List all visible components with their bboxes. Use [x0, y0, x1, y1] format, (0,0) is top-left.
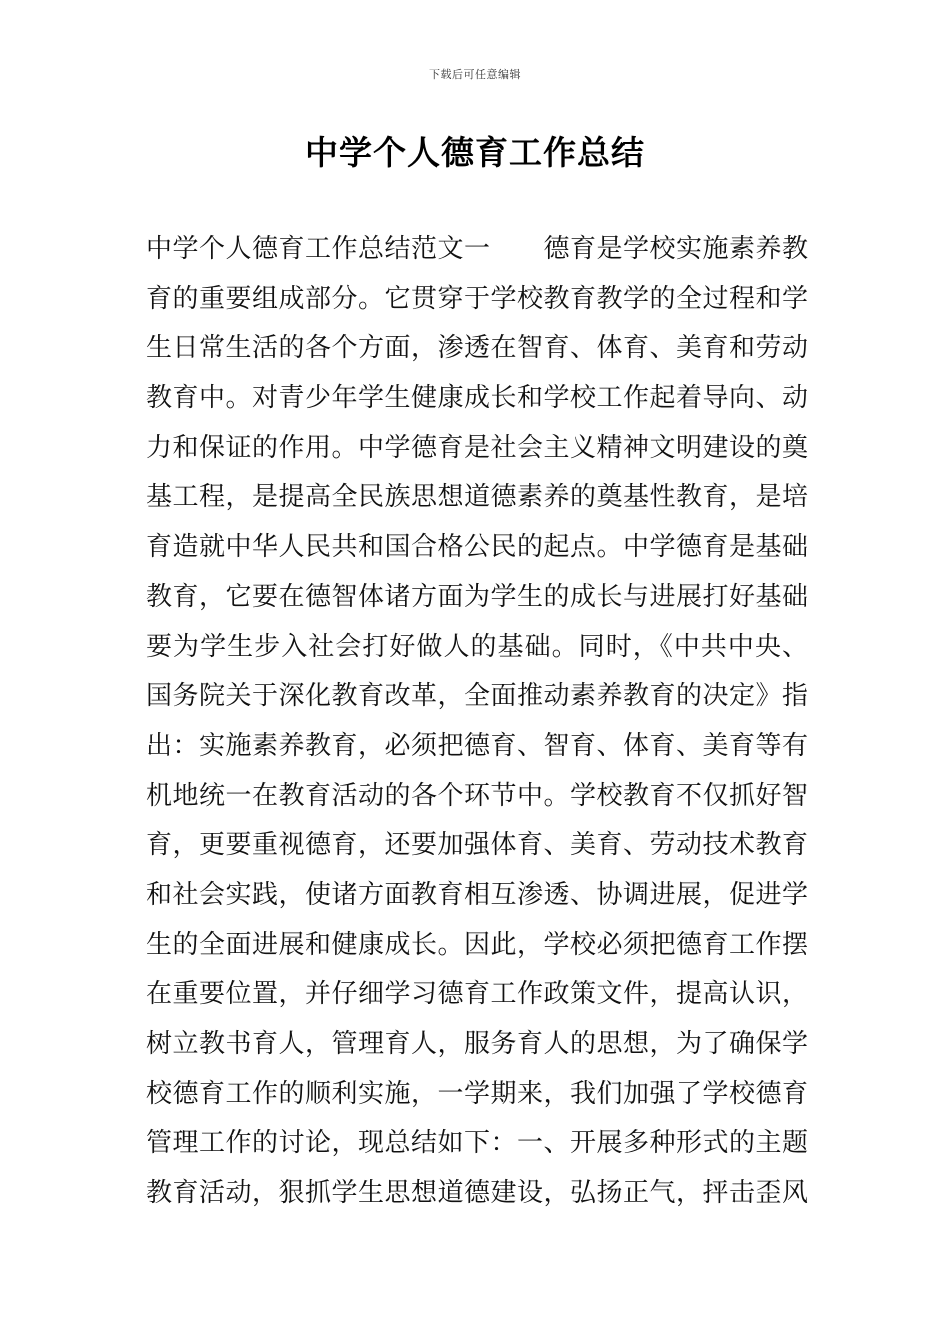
body-line: 和社会实践，使诸方面教育相互渗透、协调进展，促进学 — [146, 879, 808, 910]
body-line: 育，更要重视德育，还要加强体育、美育、劳动技术教育 — [146, 830, 808, 861]
header-note: 下载后可任意编辑 — [429, 68, 521, 81]
body-line: 机地统一在教育活动的各个环节中。学校教育不仅抓好智 — [146, 780, 808, 811]
body-text — [146, 228, 808, 1222]
body-line: 生的全面进展和健康成长。因此，学校必须把德育工作摆 — [146, 929, 808, 960]
body-line: 育造就中华人民共和国合格公民的起点。中学德育是基础 — [146, 532, 808, 563]
body-line: 教育，它要在德智体诸方面为学生的成长与进展打好基础 — [146, 581, 808, 612]
body-line: 基工程，是提高全民族思想道德素养的奠基性教育，是培 — [146, 482, 808, 513]
body-line: 育的重要组成部分。它贯穿于学校教育教学的全过程和学 — [146, 283, 808, 314]
body-line: 力和保证的作用。中学德育是社会主义精神文明建设的奠 — [146, 432, 808, 463]
body-line: 生日常生活的各个方面，渗透在智育、体育、美育和劳动 — [146, 333, 808, 364]
body-line: 校德育工作的顺利实施，一学期来，我们加强了学校德育 — [146, 1078, 808, 1109]
body-line: 在重要位置，并仔细学习德育工作政策文件，提高认识， — [146, 979, 808, 1010]
document-title: 中学个人德育工作总结 — [305, 133, 645, 172]
body-line: 要为学生步入社会打好做人的基础。同时，《中共中央、 — [146, 631, 808, 662]
body-line: 教育活动，狠抓学生思想道德建设，弘扬正气，抨击歪风 — [146, 1178, 808, 1209]
body-line: 教育中。对青少年学生健康成长和学校工作起着导向、动 — [146, 383, 808, 414]
body-line: 树立教书育人，管理育人，服务育人的思想，为了确保学 — [146, 1029, 808, 1059]
body-line: 国务院关于深化教育改革，全面推动素养教育的决定》指 — [146, 681, 808, 712]
body-line: 中学个人德育工作总结范文一 德育是学校实施素养教 — [146, 234, 808, 264]
body-line: 管理工作的讨论，现总结如下：一、开展多种形式的主题 — [146, 1128, 808, 1159]
body-line: 出：实施素养教育，必须把德育、智育、体育、美育等有 — [146, 730, 808, 761]
